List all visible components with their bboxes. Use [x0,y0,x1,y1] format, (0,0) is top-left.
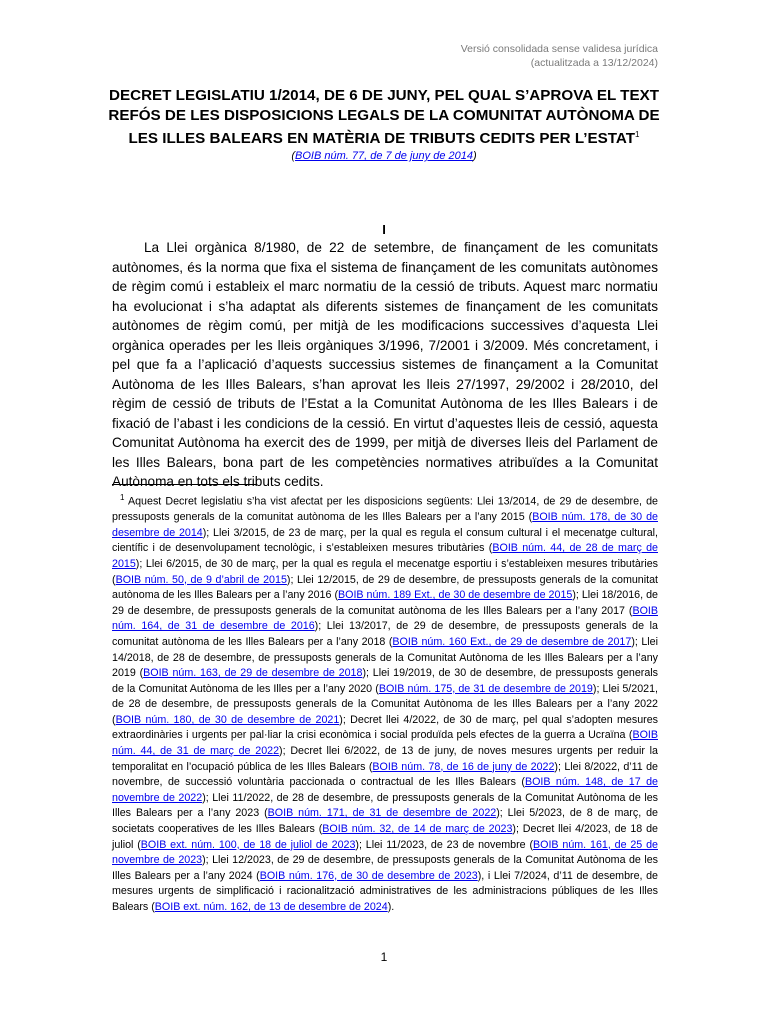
footnote-link[interactable]: BOIB núm. 163, de 29 de desembre de 2018 [143,667,363,680]
footnote-text: ). [387,901,395,913]
title-footnote-ref[interactable]: 1 [635,130,640,139]
footnote-text: ); Decret llei 6/2022, de 13 de juny, de noves mesures urgents per reduir la temporalitat en l’ocupació pública de les Illes Balears ( [112,745,658,773]
body-paragraph: La Llei orgànica 8/1980, de 22 de setembre, de finançament de les comunitats autònomes, és la norma que fixa el sistema de finançament de les comunitats autònomes de règim comú i estableix el marc normatiu de la cessió de tributs. Aquest marc normatiu ha evolucionat i s’ha adaptat als diferents sistemes de finançament de les comunitats autònomes de règim comú, per mitjà de les modificacions successives d’aquesta Llei orgànica operades per les lleis orgàniques 3/1996, 7/2001 i 3/2009. Més concretament, i pel que fa a l’aplicació d’aquests successius sistemes de finançament a la Comunitat Autònoma de les Illes Balears, s’han aprovat les lleis 27/1997, 29/2002 i 28/2010, del règim de cessió de tributs de l’Estat a la Comunitat Autònoma de les Illes Balears i de fixació de l’abast i les condicions de la cessió. En virtut d’aquestes lleis de cessió, aquesta Comunitat Autònoma ha exercit des de 1999, per mitjà de diverses lleis del Parlament de les Illes Balears, bona part de les competències normatives atribuïdes a la Comunitat Autònoma en tots els tributs cedits. [112,240,658,489]
source-link[interactable]: BOIB núm. 77, de 7 de juny de 2014 [295,150,473,162]
footnote-link[interactable]: BOIB núm. 44, de 28 de març de 2015 [112,542,658,570]
page-number: 1 [380,950,388,964]
footnote-text: ); Llei 12/2023, de 29 de desembre, de pressuposts generals de la Comunitat Autònoma de les Illes Balears per a l’any 2024 ( [112,854,658,882]
footnote-text: ); Llei 8/2022, d’11 de novembre, de successió voluntària paccionada o contractual de les Illes Balears ( [112,760,659,789]
footnote-link[interactable]: BOIB núm. 161, de 25 de novembre de 2023 [112,838,658,867]
footnote-link[interactable]: BOIB núm. 148, de 17 de novembre de 2022 [112,776,658,804]
source-close: ) [472,150,477,162]
document-title [100,86,668,149]
footnote-link[interactable]: BOIB núm. 176, de 30 de desembre de 2023 [259,869,478,882]
footnote-text: Aquest Decret legislatiu s’ha vist afectat per les disposicions següents: Llei 13/2014, de 29 de desembre, de pressuposts generals de la comunitat autònoma de les Illes Balears per a l’any 2015 ( [112,495,658,524]
footnote-link[interactable]: BOIB ext. núm. 100, de 18 de juliol de 2023 [140,838,356,851]
section-number: I [382,222,386,237]
footnote-text: ); Llei 18/2016, de 29 de desembre, de pressuposts generals de la comunitat autònoma de les Illes Balears per a l’any 2017 ( [112,589,658,617]
footnote-text: ); Llei 19/2019, de 30 de desembre, de pressuposts generals de la Comunitat Autònoma de les Illes per a l’any 2020 ( [112,667,658,695]
title-text: DECRET LEGISLATIU 1/2014, DE 6 DE JUNY, PEL QUAL S’APROVA EL TEXT REFÓS DE LES DISPOSICIONS LEGALS DE LA COMUNITAT AUTÒNOMA DE LES ILLES BALEARS EN MATÈRIA DE TRIBUTS CEDITS PER L’ESTAT [108,87,660,148]
footnote-text: ); Decret llei 4/2022, de 30 de març, pel qual s’adopten mesures extraordinàries i urgents per pal·liar la crisi econòmica i social produïda pels efectes de la guerra a Ucraïna ( [112,713,658,742]
footnote-link[interactable]: BOIB núm. 189 Ext., de 30 de desembre de 2015 [338,589,573,602]
footnote-body [112,496,658,913]
footnote-link[interactable]: BOIB núm. 44, de 31 de març de 2022 [112,729,658,758]
footnote-link[interactable]: BOIB ext. núm. 162, de 13 de desembre de 2024 [154,901,388,913]
footnote-text: ); Llei 5/2021, de 28 de desembre, de pressuposts generals de la Comunitat Autònoma de les Illes Balears per a l’any 2022 ( [112,682,658,726]
version-line-2: (actualitzada a 13/12/2024) [530,57,658,69]
footnote-link[interactable]: BOIB núm. 164, de 31 de desembre de 2016 [112,604,658,633]
version-notice [461,42,658,70]
footnote-link[interactable]: BOIB núm. 175, de 31 de desembre de 2019 [378,682,593,695]
footnote [112,490,658,916]
footnote-mark: 1 [120,493,125,502]
footnote-text: ); Llei 5/2023, de 8 de març, de societats cooperatives de les Illes Balears ( [112,807,658,836]
footnote-link[interactable]: BOIB núm. 178, de 30 de desembre de 2014 [112,511,658,539]
footnote-link[interactable]: BOIB núm. 78, de 16 de juny de 2022 [372,760,555,773]
footnote-text: ); Llei 13/2017, de 29 de desembre, de pressuposts generals de la comunitat autònoma de les Illes Balears per a l’any 2018 ( [112,620,658,648]
footnote-text: ); Llei 14/2018, de 28 de desembre, de pressuposts generals de la Comunitat Autònoma de les Illes Balears per a l’any 2019 ( [112,635,658,680]
footnote-link[interactable]: BOIB núm. 171, de 31 de desembre de 2022 [267,807,497,820]
footnote-link[interactable]: BOIB núm. 160 Ext., de 29 de desembre de 2017 [392,635,632,648]
footnote-text: ), i Llei 7/2024, d’11 de desembre, de mesures urgents de simplificació i racionalització administratives de les administracions públiques de les Illes Balears ( [112,869,658,913]
footnote-text: ); Llei 12/2015, de 29 de desembre, de pressuposts generals de la comunitat autònoma de les Illes Balears per a l’any 2016 ( [112,573,658,602]
footnote-text: ); Decret llei 4/2023, de 18 de juliol ( [112,823,658,851]
footnote-text: ); Llei 3/2015, de 23 de març, per la qual es regula el consum cultural i el mecenatge cultural, científic i de desenvolupament tecnològic, i s’estableixen mesures tributàries ( [112,526,658,555]
footnote-text: ); Llei 11/2022, de 28 de desembre, de pressuposts generals de la Comunitat Autònoma de les Illes Balears per a l’any 2023 ( [112,791,658,820]
footnote-separator [112,484,256,485]
footnote-text: ); Llei 6/2015, de 30 de març, per la qual es regula el mecenatge esportiu i s’estableixen mesures tributàries ( [112,557,658,586]
footnote-link[interactable]: BOIB núm. 50, de 9 d’abril de 2015 [115,573,287,586]
source-citation [100,150,668,162]
footnote-link[interactable]: BOIB núm. 180, de 30 de desembre de 2021 [115,713,340,726]
source-open: ( [291,150,296,162]
footnote-link[interactable]: BOIB núm. 32, de 14 de març de 2023 [322,823,513,836]
footnote-text: ); Llei 11/2023, de 23 de novembre ( [355,838,534,851]
version-line-1: Versió consolidada sense validesa jurídica [460,43,658,55]
